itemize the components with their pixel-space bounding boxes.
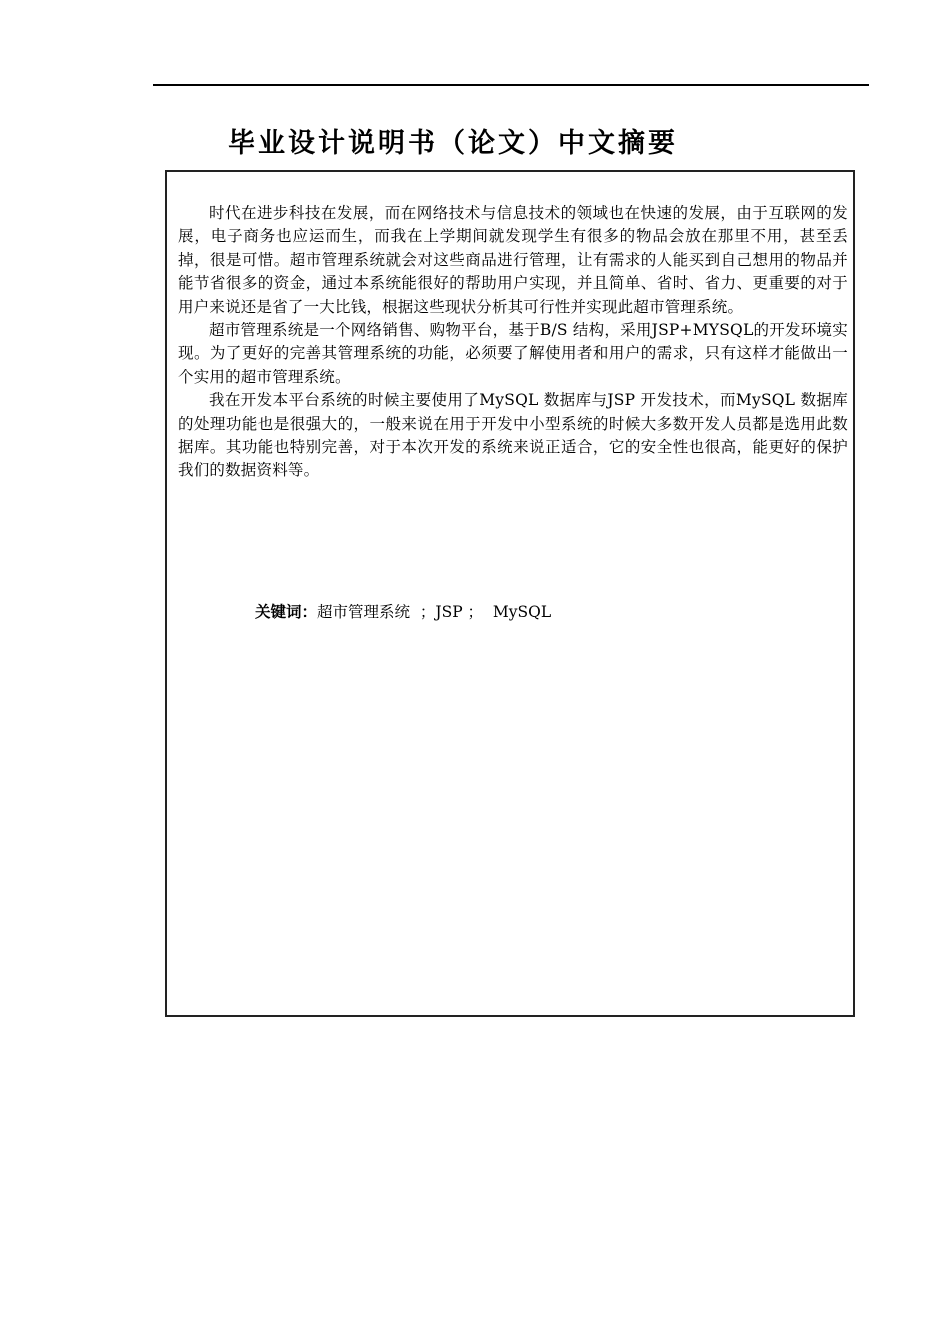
abstract-paragraph-1: 时代在进步科技在发展，而在网络技术与信息技术的领域也在快速的发展，由于互联网的发展，电子商务也应运而生，而我在上学期间就发现学生有很多的物品会放在那里不用，甚至丢掉，很是可惜。超市管理系统就会对这些商品进行管理，让有需求的人能买到自己想用的物品并能节省很多的资金，通过本系统能很好的帮助用户实现，并且简单、省时、省力、更重要的对于用户来说还是省了一大比钱，根据这些现状分析其可行性并实现此超市管理系统。	[178, 204, 848, 316]
keywords-label: 关键词：	[255, 603, 318, 621]
abstract-box	[165, 170, 855, 1017]
page-title: 毕业设计说明书（论文）中文摘要	[228, 128, 678, 159]
abstract-paragraph-3: 我在开发本平台系统的时候主要使用了MySQL 数据库与JSP 开发技术，而MySQL 数据库的处理功能也是很强大的，一般来说在用于开发中小型系统的时候大多数开发人员都是选用此数据库。其功能也特别完善，对于本次开发的系统来说正适合，它的安全性也很高，能更好的保护我们的数据资料等。	[178, 391, 848, 480]
abstract-paragraph-2: 超市管理系统是一个网络销售、购物平台，基于B/S 结构，采用JSP+MYSQL的开发环境实现。为了更好的完善其管理系统的功能，必须要了解使用者和用户的需求，只有这样才能做出一个实用的超市管理系统。	[178, 321, 848, 386]
header-rule	[153, 84, 869, 86]
keywords-value: 超市管理系统 ；JSP ； MySQL	[317, 603, 552, 621]
keywords-line	[255, 600, 551, 624]
abstract-body	[178, 202, 848, 483]
